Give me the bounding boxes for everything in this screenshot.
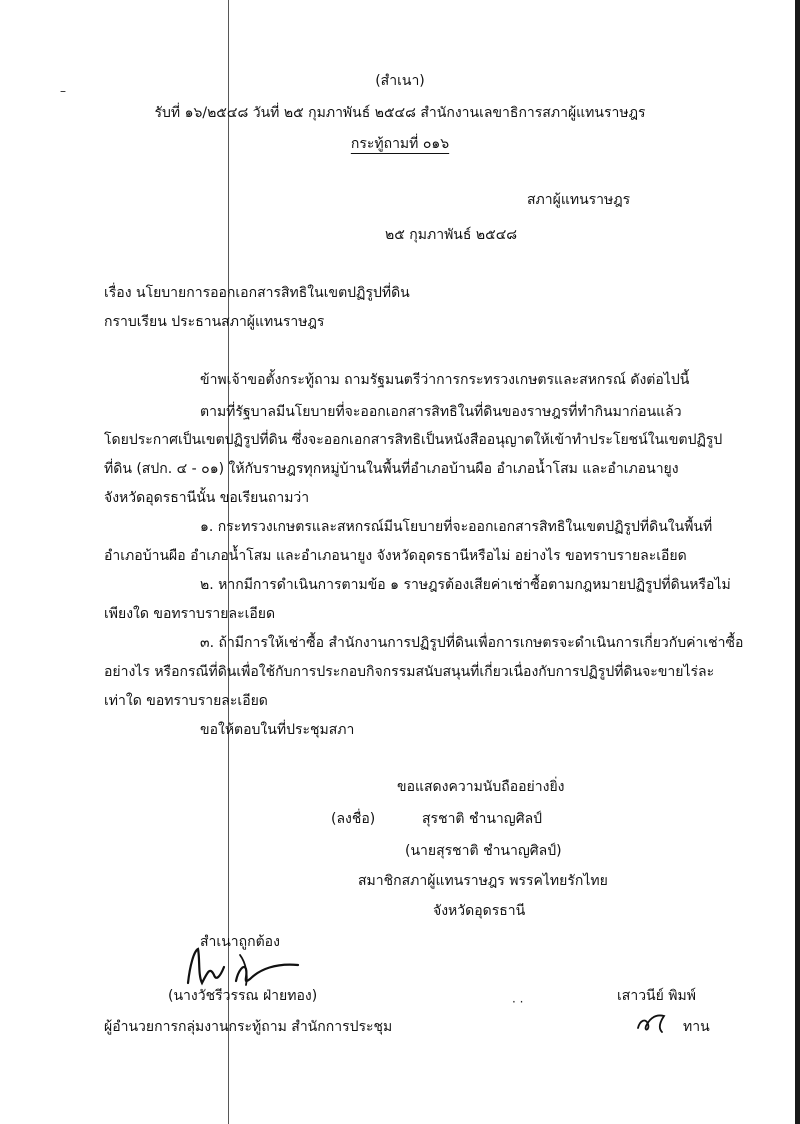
certifier-title: ผู้อำนวยการกลุ่มงานกระทู้ถาม สำนักการประชุม <box>104 1019 393 1035</box>
question-item-2: ๒. หากมีการดำเนินการตามข้อ ๑ ราษฎรต้องเสียค่าเช่าซื้อตามกฎหมายปฏิรูปที่ดินหรือไม่ <box>200 577 731 593</box>
received-line: รับที่ ๑๖/๒๕๔๘ วันที่ ๒๕ กุมภาพันธ์ ๒๕๔๘ สำนักงานเลขาธิการสภาผู้แทนราษฎร <box>154 105 646 121</box>
respect-closing: ขอแสดงความนับถืออย่างยิ่ง <box>397 779 565 795</box>
body-paragraph-line: จังหวัดอุดรธานีนั้น ขอเรียนถามว่า <box>104 490 310 506</box>
question-number: กระทู้ถามที่ ๐๑๖ <box>350 136 450 152</box>
signer-position: สมาชิกสภาผู้แทนราษฎร พรรคไทยรักไทย <box>358 873 608 889</box>
body-paragraph-line: ที่ดิน (สปก. ๔ - ๐๑) ให้กับราษฎรทุกหมู่บ้านในพื้นที่อำเภอบ้านผือ อำเภอน้ำโสม และอำเภอนายูง <box>104 461 679 477</box>
signer-full-name: (นายสุรชาติ ชำนาญศิลป์) <box>405 843 562 859</box>
question-item-1: ๑. กระทรวงเกษตรและสหกรณ์มีนโยบายที่จะออกเอกสารสิทธิในเขตปฏิรูปที่ดินในพื้นที่ <box>200 519 713 535</box>
scan-edge-border <box>795 0 800 1124</box>
body-paragraph-line: โดยประกาศเป็นเขตปฏิรูปที่ดิน ซึ่งจะออกเอกสารสิทธิเป็นหนังสืออนุญาตให้เข้าทำประโยชน์ในเขตปฏิรูป <box>104 432 723 448</box>
question-item-1-cont: อำเภอบ้านผือ อำเภอน้ำโสม และอำเภอนายูง จังหวัดอุดรธานีหรือไม่ อย่างไร ขอทราบรายละเอียด <box>104 548 687 564</box>
body-paragraph-line: ตามที่รัฐบาลมีนโยบายที่จะออกเอกสารสิทธิในที่ดินของราษฎรที่ทำกินมาก่อนแล้ว <box>200 404 682 420</box>
checker-label: ทาน <box>683 1019 710 1035</box>
question-item-3-cont: อย่างไร หรือกรณีที่ดินเพื่อใช้กับการประกอบกิจกรรมสนับสนุนที่เกี่ยวเนื่องกับการปฏิรูปที่ดินจะขายไร่ละ <box>104 664 715 680</box>
signed-name: สุรชาติ ชำนาญศิลป์ <box>422 811 543 827</box>
document-date: ๒๕ กุมภาพันธ์ ๒๕๔๘ <box>385 227 518 243</box>
scan-mark: · · <box>512 995 524 1009</box>
signed-label: (ลงชื่อ) <box>331 811 376 827</box>
true-copy-label: สำเนาถูกต้อง <box>200 934 280 950</box>
question-item-2-cont: เพียงใด ขอทราบรายละเอียด <box>104 606 276 622</box>
question-item-3-cont: เท่าใด ขอทราบรายละเอียด <box>104 693 268 709</box>
signer-province: จังหวัดอุดรธานี <box>433 903 526 919</box>
question-item-3: ๓. ถ้ามีการให้เช่าซื้อ สำนักงานการปฏิรูปที่ดินเพื่อการเกษตรจะดำเนินการเกี่ยวกับค่าเช่าซื้อ <box>200 635 744 651</box>
addressee-line: กราบเรียน ประธานสภาผู้แทนราษฎร <box>104 314 325 330</box>
subject-line: เรื่อง นโยบายการออกเอกสารสิทธิในเขตปฏิรูปที่ดิน <box>104 285 410 301</box>
closing-request: ขอให้ตอบในที่ประชุมสภา <box>200 722 355 738</box>
scan-mark: – <box>60 84 66 98</box>
body-intro: ข้าพเจ้าขอตั้งกระทู้ถาม ถามรัฐมนตรีว่าการกระทรวงเกษตรและสหกรณ์ ดังต่อไปนี้ <box>200 372 690 388</box>
sender-org: สภาผู้แทนราษฎร <box>527 192 631 208</box>
certifier-name: (นางวัชรีวรรณ ฝ่ายทอง) <box>168 988 318 1004</box>
typist-name: เสาวนีย์ พิมพ์ <box>617 988 696 1004</box>
copy-label: (สำเนา) <box>375 73 425 89</box>
